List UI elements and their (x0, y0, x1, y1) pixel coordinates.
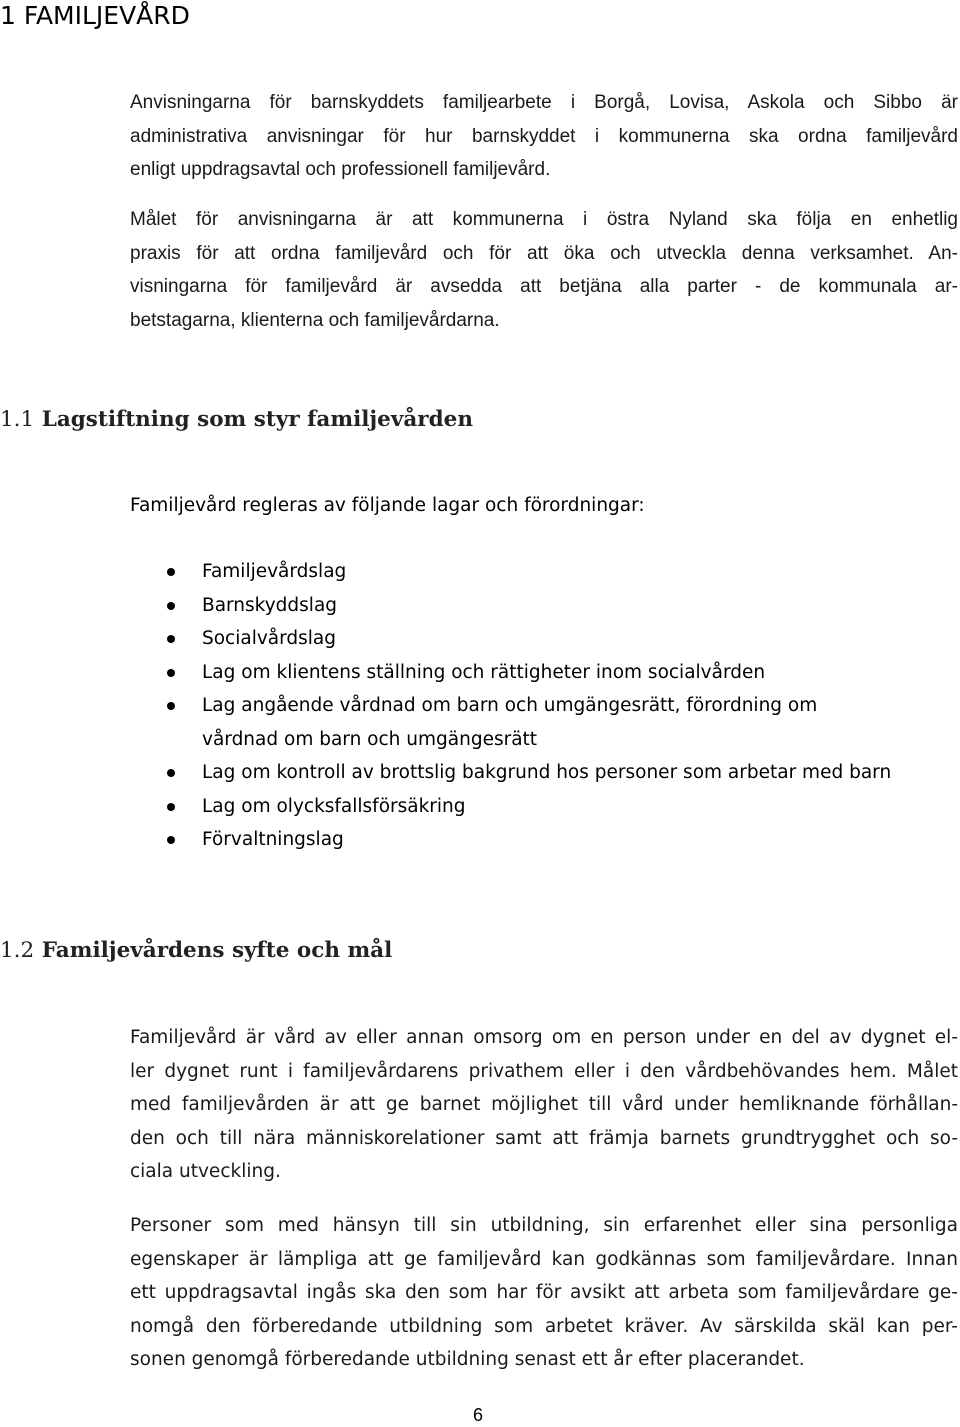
section-title: Familjevårdens syfte och mål (41, 938, 393, 963)
list-item: Lag om kontroll av brottslig bakgrund hos personer som arbetar med barn (130, 756, 940, 790)
text-line: egenskaper är lämpliga att ge familjevård kan godkännas som familjevårdare. Innan (130, 1248, 958, 1270)
text-line: praxis för att ordna familjevård och för att öka och utveckla denna verksamhet. An- (130, 242, 958, 264)
purpose-paragraph-2 (130, 1209, 958, 1377)
section-heading-1-2 (0, 936, 392, 966)
text-line: Personer som med hänsyn till sin utbildning, sin erfarenhet eller sina personliga (130, 1215, 958, 1236)
text-line: nomgå den förberedande utbildning som arbetet kräver. Av särskilda skäl kan per- (130, 1315, 958, 1337)
list-item: Barnskyddslag (130, 589, 940, 623)
text-line: Familjevård är vård av eller annan omsorg om en person under en del av dygnet el- (130, 1027, 958, 1048)
text-line: betstagarna, klienterna och familjevårdarna. (130, 309, 500, 331)
list-item: Förvaltningslag (130, 823, 940, 857)
section-heading-1-1 (0, 405, 473, 435)
section-title: Lagstiftning som styr familjevården (41, 407, 473, 432)
text-line: enligt uppdragsavtal och professionell familjevård. (130, 159, 551, 181)
text-line: ett uppdragsavtal ingås ska den som har för avsikt att arbeta som familjevårdare ge- (130, 1282, 958, 1304)
text-line: Anvisningarna för barnskyddets familjearbete i Borgå, Lovisa, Askola och Sibbo är (130, 92, 958, 113)
intro-paragraph-2 (130, 203, 958, 337)
section-number: 1.1 (0, 407, 35, 432)
text-line: sonen genomgå förberedande utbildning senast ett år efter placerandet. (130, 1349, 805, 1371)
list-item: Lag angående vårdnad om barn och umgängesrätt, förordning om vårdnad om barn och umgängesrätt (130, 689, 940, 756)
list-item: Lag om olycksfallsförsäkring (130, 790, 940, 824)
page-number: 6 (472, 1405, 483, 1425)
text-line: ciala utveckling. (130, 1161, 281, 1183)
laws-list (130, 555, 940, 857)
list-item: Familjevårdslag (130, 555, 940, 589)
list-item: Socialvårdslag (130, 622, 940, 656)
text-line: med familjevården är att ge barnet möjlighet till vård under hemliknande förhållan- (130, 1094, 958, 1116)
text-line: Målet för anvisningarna är att kommunerna i östra Nyland ska följa en enhetlig (130, 209, 958, 230)
text-line: ler dygnet runt i familjevårdarens privathem eller i den vårdbehövandes hem. Målet (130, 1060, 958, 1082)
section-number: 1.2 (0, 938, 35, 963)
text-line: administrativa anvisningar för hur barnskyddet i kommunerna ska ordna familjevård (130, 125, 958, 147)
intro-paragraph-1 (130, 86, 958, 187)
list-item: Lag om klientens ställning och rättigheter inom socialvården (130, 656, 940, 690)
purpose-paragraph-1 (130, 1021, 958, 1189)
text-line: visningarna för familjevård är avsedda att betjäna alla parter - de kommunala ar- (130, 276, 958, 298)
chapter-heading: 1 FAMILJEVÅRD (0, 1, 190, 30)
laws-lead-text: Familjevård regleras av följande lagar och förordningar: (130, 495, 645, 516)
text-line: den och till nära människorelationer samt att främja barnets grundtrygghet och so- (130, 1127, 958, 1149)
